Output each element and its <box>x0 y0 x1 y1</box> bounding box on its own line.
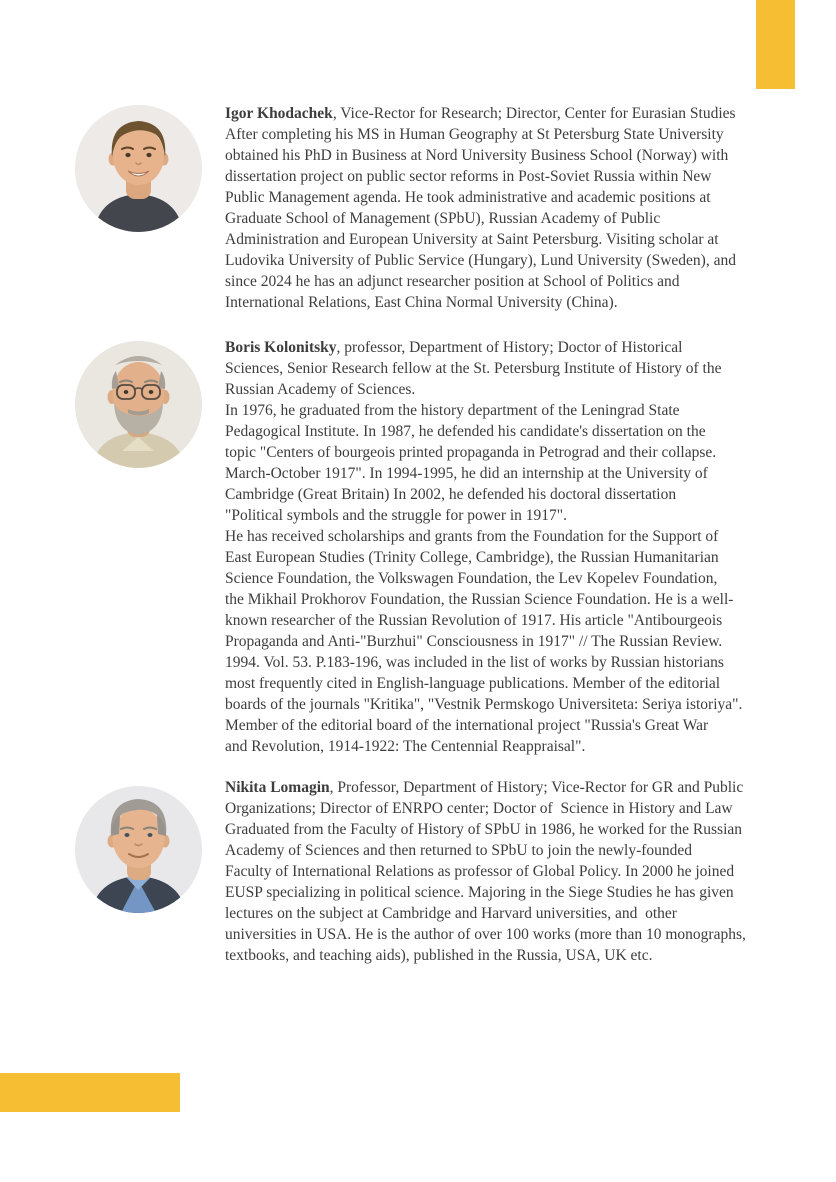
bio-line: Sciences, Senior Research fellow at the St. Petersburg Institute of History of the <box>225 360 722 377</box>
bio-line: Member of the editorial board of the international project "Russia's Great War <box>225 717 709 734</box>
bio-first-line <box>225 777 825 798</box>
bio-line: Graduated from the Faculty of History of SPbU in 1986, he worked for the Russian <box>225 821 743 838</box>
bio-line: and Revolution, 1914-1922: The Centennial Reappraisal". <box>225 738 586 755</box>
bio-line: textbooks, and teaching aids), published in the Russia, USA, UK etc. <box>225 947 653 964</box>
bio-line: Administration and European University at Saint Petersburg. Visiting scholar at <box>225 231 719 248</box>
person-name: Igor Khodachek <box>225 105 333 122</box>
bio-line: Academy of Sciences and then returned to SPbU to join the newly-founded <box>225 842 693 859</box>
bio-line: After completing his MS in Human Geography at St Petersburg State University <box>225 126 724 143</box>
bio-line: known researcher of the Russian Revolution of 1917. His article "Antibourgeois <box>225 612 723 629</box>
bio-line: topic "Centers of bourgeois printed propaganda in Petrograd and their collapse. <box>225 444 717 461</box>
profile-photo-boris-kolonitsky <box>75 341 202 468</box>
bio-line: March-October 1917". In 1994-1995, he did an internship at the University of <box>225 465 708 482</box>
person-name: Nikita Lomagin <box>225 779 330 796</box>
bio-body <box>225 798 825 966</box>
bio-line: Cambridge (Great Britain) In 2002, he defended his doctoral dissertation <box>225 486 677 503</box>
accent-bar-bottom-left <box>0 1073 180 1112</box>
bio-line: Faculty of International Relations as professor of Global Policy. In 2000 he joined <box>225 863 735 880</box>
bio-line: most frequently cited in English-language publications. Member of the editorial <box>225 675 721 692</box>
bio-line: International Relations, East China Normal University (China). <box>225 294 618 311</box>
bio-line: Science Foundation, the Volkswagen Foundation, the Lev Kopelev Foundation, <box>225 570 718 587</box>
bio-line: obtained his PhD in Business at Nord University Business School (Norway) with <box>225 147 729 164</box>
bio-body <box>225 358 825 757</box>
bio-line: Graduate School of Management (SPbU), Russian Academy of Public <box>225 210 661 227</box>
bio-body <box>225 124 825 313</box>
bio-igor-khodachek <box>225 103 825 313</box>
bio-line: Propaganda and Anti-"Burzhui" Consciousness in 1917" // The Russian Review. <box>225 633 723 650</box>
bio-first-line <box>225 103 825 124</box>
bio-line: boards of the journals "Kritika", "Vestnik Permskogo Universiteta: Seriya istoriya". <box>225 696 743 713</box>
portrait-illustration <box>75 786 202 913</box>
bio-line: dissertation project on public sector reforms in Post-Soviet Russia within New <box>225 168 712 185</box>
profile-photo-igor-khodachek <box>75 105 202 232</box>
bio-line: Pedagogical Institute. In 1987, he defended his candidate's dissertation on the <box>225 423 706 440</box>
bio-line: East European Studies (Trinity College, Cambridge), the Russian Humanitarian <box>225 549 719 566</box>
bio-nikita-lomagin <box>225 777 825 966</box>
bio-line: the Mikhail Prokhorov Foundation, the Russian Science Foundation. He is a well- <box>225 591 734 608</box>
profile-photo-nikita-lomagin <box>75 786 202 913</box>
bio-boris-kolonitsky <box>225 337 825 757</box>
bio-line: since 2024 he has an adjunct researcher position at School of Politics and <box>225 273 680 290</box>
person-title: , Professor, Department of History; Vice-Rector for GR and Public <box>329 779 744 796</box>
bio-line: Russian Academy of Sciences. <box>225 381 416 398</box>
bio-first-line <box>225 337 825 358</box>
person-title: , professor, Department of History; Doctor of Historical <box>336 339 683 356</box>
bio-line: Organizations; Director of ENRPO center; Doctor of Science in History and Law <box>225 800 733 817</box>
accent-bar-top-right <box>756 0 795 89</box>
bio-line: EUSP specializing in political science. Majoring in the Siege Studies he has given <box>225 884 734 901</box>
bio-line: universities in USA. He is the author of over 100 works (more than 10 monographs, <box>225 926 746 943</box>
bio-line: Ludovika University of Public Service (Hungary), Lund University (Sweden), and <box>225 252 736 269</box>
bio-line: Public Management agenda. He took administrative and academic positions at <box>225 189 711 206</box>
portrait-illustration <box>75 341 202 468</box>
portrait-illustration <box>75 105 202 232</box>
bio-line: "Political symbols and the struggle for power in 1917". <box>225 507 567 524</box>
bio-line: He has received scholarships and grants from the Foundation for the Support of <box>225 528 719 545</box>
person-title: , Vice-Rector for Research; Director, Center for Eurasian Studies <box>332 105 736 122</box>
bio-line: lectures on the subject at Cambridge and Harvard universities, and other <box>225 905 677 922</box>
bio-line: 1994. Vol. 53. P.183-196, was included in the list of works by Russian historians <box>225 654 724 671</box>
bio-line: In 1976, he graduated from the history department of the Leningrad State <box>225 402 680 419</box>
person-name: Boris Kolonitsky <box>225 339 337 356</box>
